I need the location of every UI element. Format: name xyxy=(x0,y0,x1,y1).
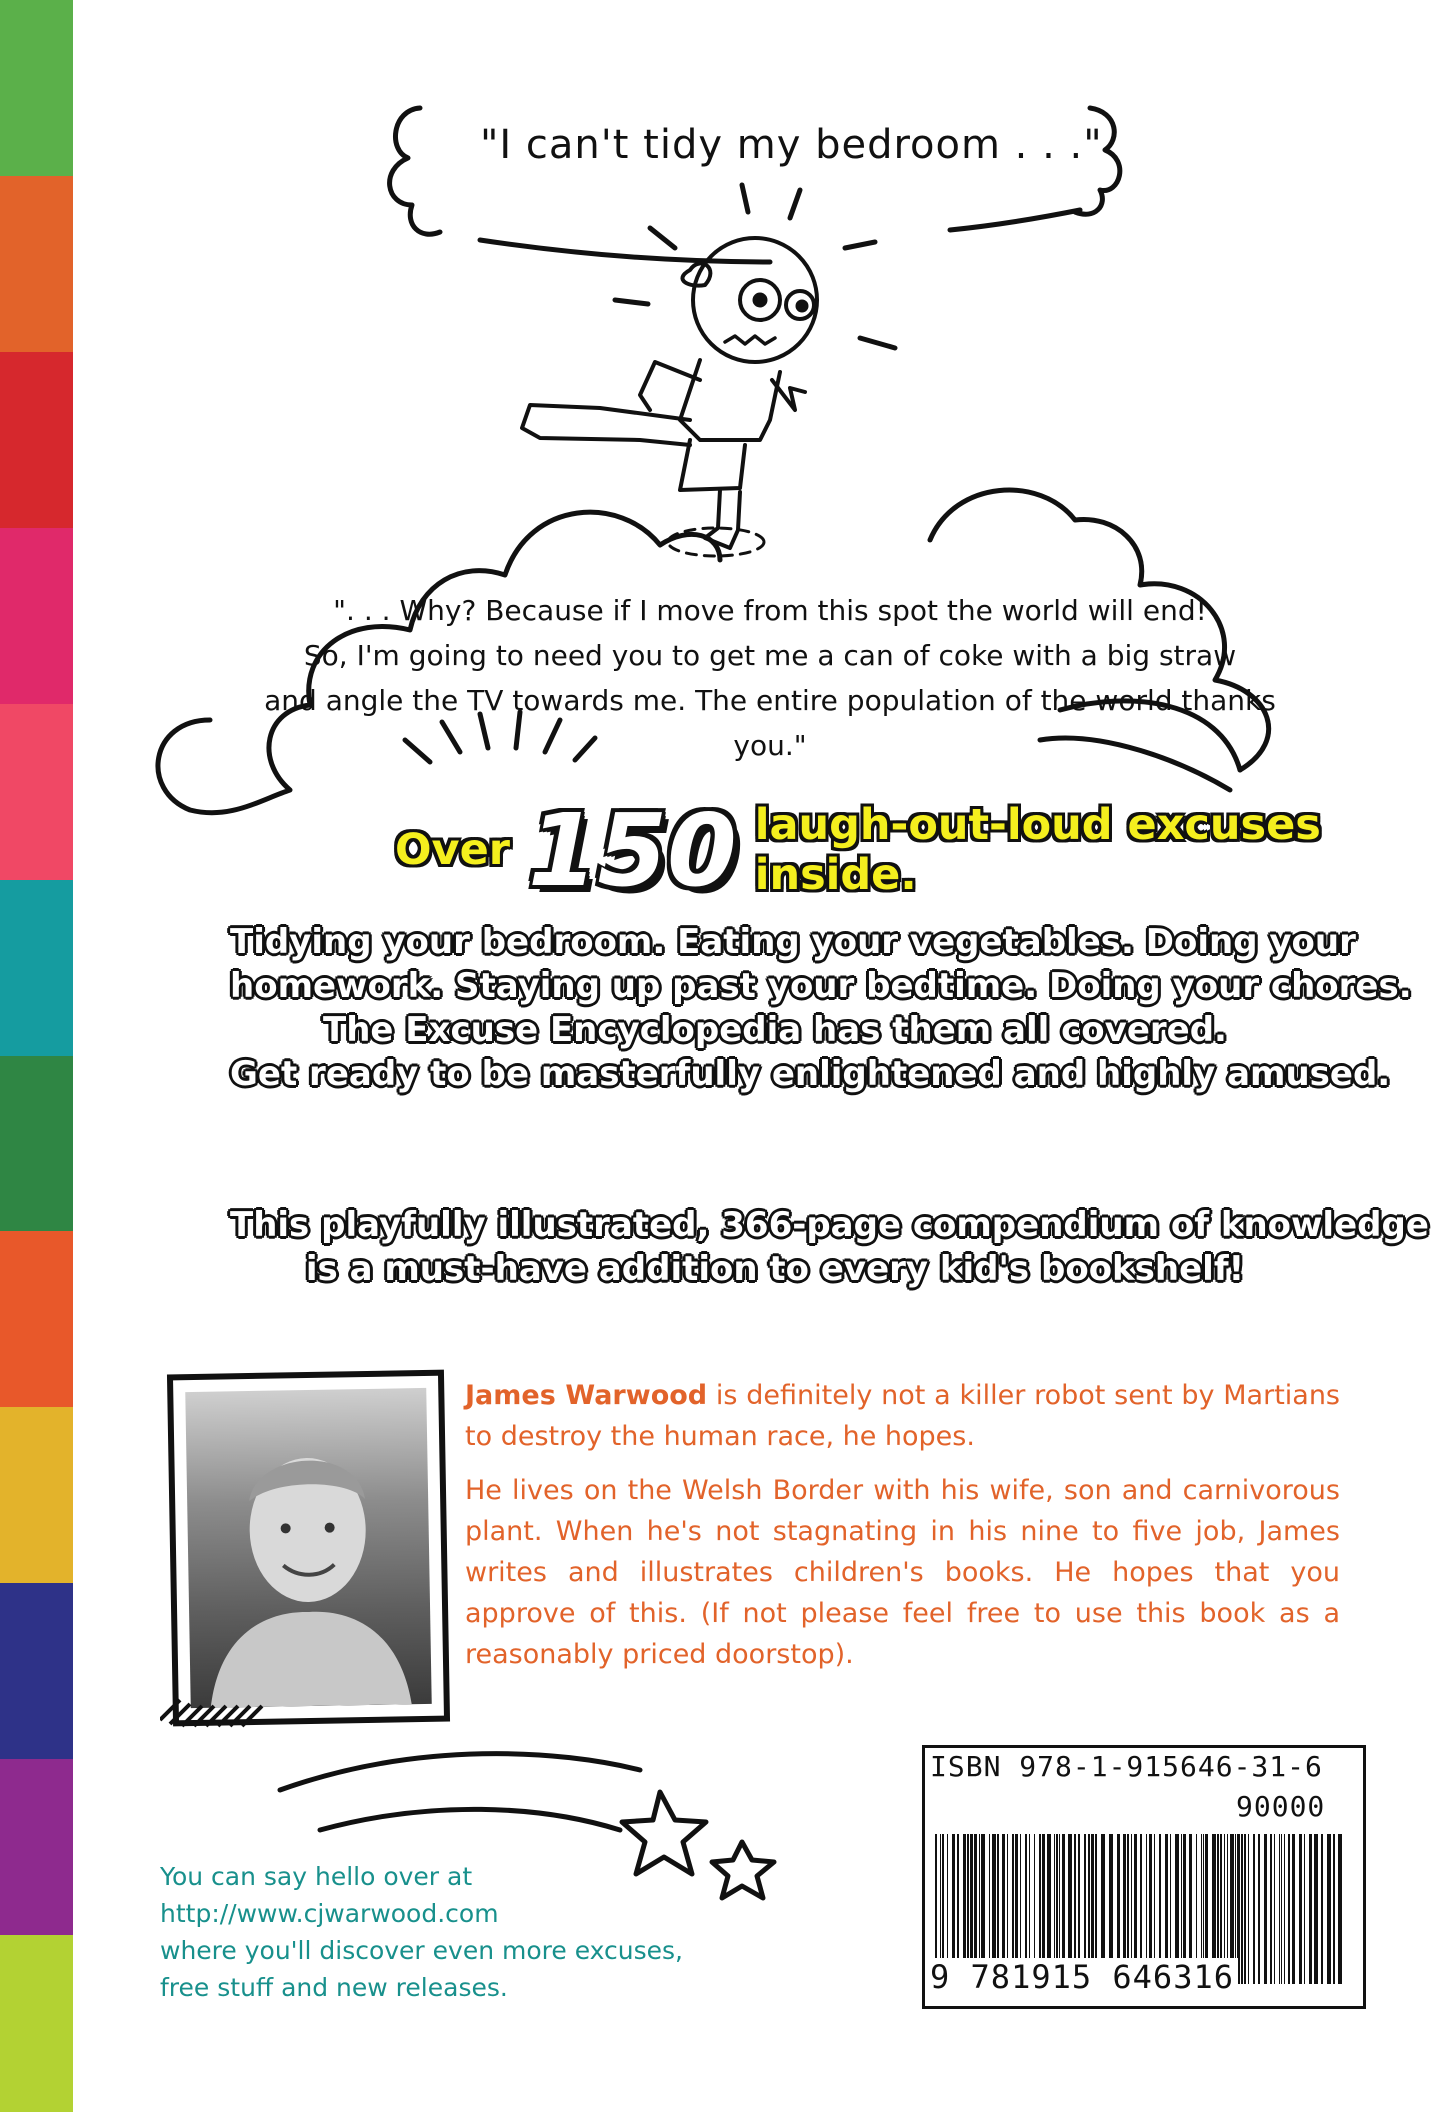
blurb-paragraph-1 xyxy=(230,920,1412,1096)
photo-frame-hatching xyxy=(160,1640,300,1730)
contact-block xyxy=(160,1858,683,2006)
swoosh-lines xyxy=(280,1754,640,1790)
quote-line: ". . . Why? Because if I move from this spot the world will end! xyxy=(333,594,1207,627)
author-bio-2: He lives on the Welsh Border with his wife, son and carnivorous plant. When he's not stagnating in his nine to five job, James writes and illustrates children's books. He hopes that you approve of this. (If not please feel free to use this book as a reasonably priced doorstop). xyxy=(465,1475,1340,1670)
blurb-line: Get ready to be masterfully enlightened and highly amused. xyxy=(230,1054,1391,1094)
ean-number: 9 781915 646316 xyxy=(930,1958,1238,1996)
speech-top-quote: "I can't tidy my bedroom . . ." xyxy=(480,122,1103,168)
author-bio-1-text: is definitely not a killer robot sent by Martians to destroy the human race, he hopes. xyxy=(465,1380,1341,1452)
blurb-line: The Excuse Encyclopedia has them all covered. xyxy=(323,1010,1227,1050)
isbn-text: ISBN 978-1-915646-31-6 xyxy=(930,1750,1323,1783)
author-name: James Warwood xyxy=(465,1380,708,1411)
headline xyxy=(395,791,1445,909)
speech-bracket-left xyxy=(390,108,440,234)
speech-bottom-quote xyxy=(230,588,1310,768)
star-small-icon xyxy=(712,1842,774,1898)
quote-line: So, I'm going to need you to get me a can of coke with a big straw xyxy=(303,639,1237,672)
price-code: 90000 xyxy=(1236,1790,1326,1823)
blurb-line: This playfully illustrated, 366-page compendium of knowledge xyxy=(230,1205,1429,1245)
contact-line: free stuff and new releases. xyxy=(160,1973,508,2002)
speech-bracket-line-right xyxy=(950,210,1080,230)
blurb-line: homework. Staying up past your bedtime. Doing your chores. xyxy=(230,966,1412,1006)
character-drawing xyxy=(522,238,817,556)
blurb-line: Tidying your bedroom. Eating your vegetables. Doing your xyxy=(230,922,1356,962)
headline-number: 150 xyxy=(527,791,737,909)
contact-line: You can say hello over at xyxy=(160,1862,473,1891)
blurb-line: is a must-have addition to every kid's bookshelf! xyxy=(305,1249,1245,1289)
contact-line: where you'll discover even more excuses, xyxy=(160,1936,683,1965)
contact-url-link[interactable]: http://www.cjwarwood.com xyxy=(160,1899,499,1928)
blurb-paragraph-2 xyxy=(230,1203,1429,1291)
headline-prefix: Over xyxy=(395,825,510,875)
author-bio-1 xyxy=(465,1375,1340,1457)
quote-line: and angle the TV towards me. The entire population of the world thanks you." xyxy=(264,684,1276,762)
headline-suffix: laugh-out-loud excuses inside. xyxy=(754,800,1321,900)
